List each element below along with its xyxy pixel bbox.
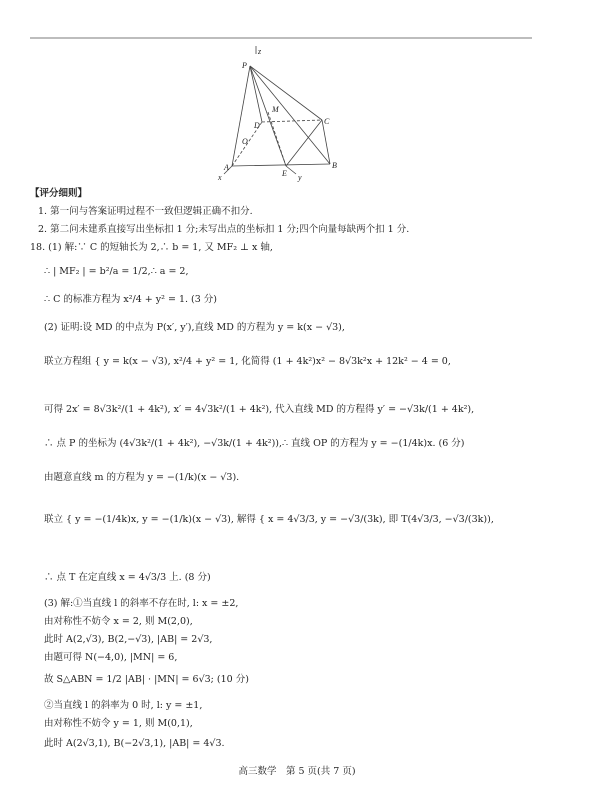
solution-line: ∴ C 的标准方程为 x²/4 + y² = 1. (3 分) xyxy=(44,294,218,305)
edge-ec xyxy=(286,120,322,166)
rule-1: 1. 第一问与答案证明过程不一致但逻辑正确不扣分. xyxy=(38,206,253,217)
solution-line: ∴ 点 P 的坐标为 (4√3k²/(1 + 4k²), −√3k/(1 + 4k²)),∴ 直线 OP 的方程为 y = −(1/4k)x. (6 分) xyxy=(44,438,465,449)
edge-pc xyxy=(250,66,322,120)
solution-line: 此时 A(2√3,1), B(−2√3,1), |AB| = 4√3. xyxy=(44,738,225,749)
solution-line: ∴ 点 T 在定直线 x = 4√3/3 上. (8 分) xyxy=(44,572,211,583)
top-divider xyxy=(30,37,532,39)
rule-2: 2. 第二问未建系直接写出坐标扣 1 分;未写出点的坐标扣 1 分;四个向量每缺两个扣 1 分. xyxy=(38,224,410,235)
solution-line: 此时 A(2,√3), B(2,−√3), |AB| = 2√3, xyxy=(44,634,213,645)
label-y: y xyxy=(298,173,302,182)
label-x: x xyxy=(218,173,222,182)
solution-line: 由对称性不妨令 y = 1, 则 M(0,1), xyxy=(44,718,193,729)
solution-line: (3) 解:①当直线 l 的斜率不存在时, l: x = ±2, xyxy=(44,598,239,609)
label-o: O xyxy=(242,137,248,146)
edge-bc xyxy=(322,120,330,164)
solution-line: 联立方程组 { y = k(x − √3), x²/4 + y² = 1, 化简得 (1 + 4k²)x² − 8√3k²x + 12k² − 4 = 0, xyxy=(44,356,451,367)
solution-line: 故 S△ABN = 1/2 |AB| · |MN| = 6√3; (10 分) xyxy=(44,674,249,685)
edge-pa xyxy=(232,66,250,166)
solution-line: 18. (1) 解:∵ C 的短轴长为 2,∴ b = 1, 又 MF₂ ⊥ x 轴, xyxy=(30,242,273,253)
solution-line: ∴ | MF₂ | = b²/a = 1/2,∴ a = 2, xyxy=(44,266,189,277)
solution-line: 联立 { y = −(1/4k)x, y = −(1/k)(x − √3), 解得 { x = 4√3/3, y = −√3/(3k), 即 T(4√3/3, −√3/(3k)), xyxy=(44,514,494,525)
solution-line: 由对称性不妨令 x = 2, 则 M(2,0), xyxy=(44,616,193,627)
label-e: E xyxy=(282,169,287,178)
geometry-figure xyxy=(210,46,360,186)
page-footer: 高三数学 第 5 页(共 7 页) xyxy=(238,766,356,777)
edge-pb xyxy=(250,66,330,164)
solution-line: (2) 证明:设 MD 的中点为 P(x′, y′),直线 MD 的方程为 y = k(x − √3), xyxy=(44,322,345,333)
label-p: P xyxy=(242,61,247,70)
label-m: M xyxy=(272,105,279,114)
label-a: A xyxy=(224,163,229,172)
label-b: B xyxy=(332,161,337,170)
edge-ab xyxy=(232,164,330,166)
label-c: C xyxy=(324,117,330,126)
solution-line: ②当直线 l 的斜率为 0 时, l: y = ±1, xyxy=(44,700,203,711)
label-z: z xyxy=(258,47,262,56)
solution-line: 由题可得 N(−4,0), |MN| = 6, xyxy=(44,652,178,663)
solution-line: 由题意直线 m 的方程为 y = −(1/k)(x − √3). xyxy=(44,472,240,483)
y-axis xyxy=(286,166,296,174)
label-d: D xyxy=(254,121,260,130)
section-title: 【评分细则】 xyxy=(30,188,88,199)
solution-line: 可得 2x′ = 8√3k²/(1 + 4k²), x′ = 4√3k²/(1 + 4k²), 代入直线 MD 的方程得 y′ = −√3k/(1 + 4k²), xyxy=(44,404,475,415)
